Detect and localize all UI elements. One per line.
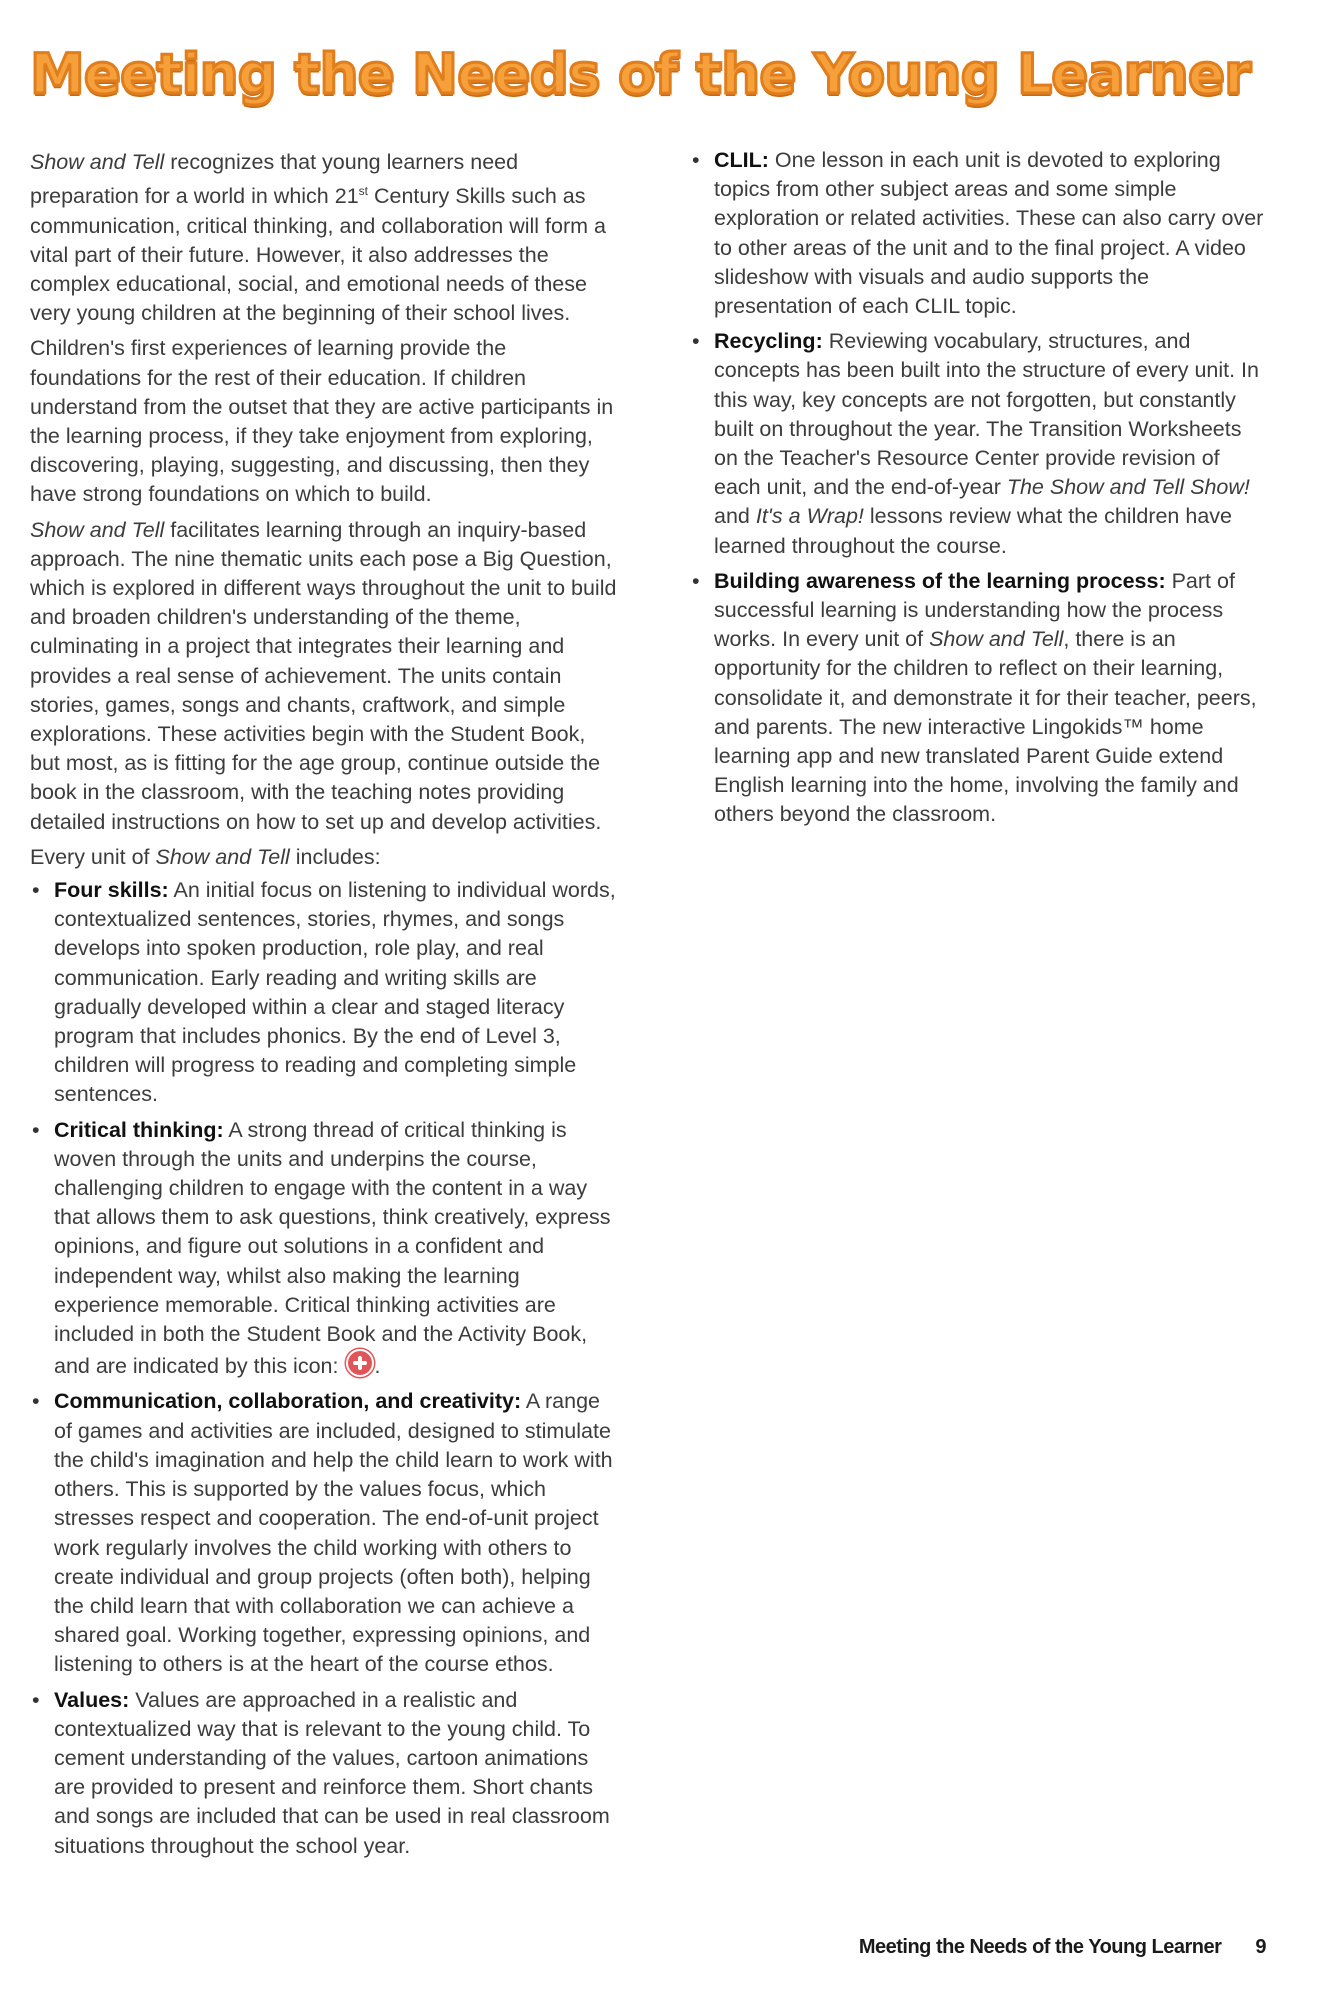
bullet-text: and: [714, 504, 756, 529]
page-title: Meeting the Needs of the Young Learner: [30, 42, 1251, 106]
feature-list: [30, 876, 620, 1861]
list-item: [30, 1387, 620, 1679]
list-item: [30, 1686, 620, 1861]
italic-title: The Show and Tell Show!: [1006, 475, 1250, 500]
bullet-text: Values are approached in a realistic and contextualized way that is relevant to the young child. To cement understanding of the values, cartoon animations are provided to present and reinforce them. Short chants and songs are included that can be used in real classroom situations throughout the school year.: [54, 1687, 610, 1858]
feature-list: [690, 146, 1268, 830]
bullet-lead: CLIL:: [714, 148, 769, 172]
italic-title: Show and Tell: [30, 150, 165, 174]
page-number: 9: [1255, 1936, 1266, 1958]
bullet-tail: .: [374, 1354, 381, 1379]
footer-title: Meeting the Needs of the Young Learner: [858, 1936, 1222, 1958]
critical-thinking-icon: [346, 1349, 374, 1377]
bullet-text: , there is an opportunity for the children to reflect on their learning, consolidate it, and demonstrate it for their teacher, peers, and parents. The new interactive Lingokids™ home learning app and new translated Parent Guide extend English learning into the home, involving the family and others beyond the classroom.: [714, 627, 1257, 827]
list-item: [30, 876, 620, 1110]
list-item: [690, 146, 1268, 321]
bullet-lead: Recycling:: [714, 329, 823, 354]
left-column: [30, 148, 620, 1867]
bullet-text: lessons review what the children have learned throughout the course.: [714, 504, 1232, 558]
italic-title: Show and Tell: [155, 844, 290, 869]
superscript: st: [358, 184, 368, 199]
italic-title: Show and Tell: [30, 517, 165, 542]
text-span: Century Skills such as communication, critical thinking, and collaboration will form a vital part of their future. However, it also addresses the complex educational, social, and emotional needs of these very young children at the beginning of their school lives.: [30, 184, 606, 326]
bullet-text: A range of games and activities are included, designed to stimulate the child's imagination and help the child learn to work with others. This is supported by the values focus, which stresses respect and cooperation. The end-of-unit project work regularly involves the child working with others to create individual and group projects (often both), helping the child learn that with collaboration we can achieve a shared goal. Working together, expressing opinions, and listening to others is at the heart of the course ethos.: [54, 1389, 613, 1677]
bullet-text: Part of successful learning is understanding how the process works. In every unit of: [714, 568, 1235, 652]
right-column: [690, 146, 1268, 836]
bullet-text: An initial focus on listening to individual words, contextualized sentences, stories, rhymes, and songs develops into spoken production, role play, and real communication. Early reading and writing skills are gradually developed within a clear and staged literacy program that includes phonics. By the end of Level 3, children will progress to reading and completing simple sentences.: [54, 878, 616, 1107]
bullet-lead: Building awareness of the learning process:: [714, 568, 1166, 593]
italic-title: Show and Tell: [929, 627, 1064, 652]
bullet-lead: Four skills:: [54, 878, 169, 903]
bullet-text: Reviewing vocabulary, structures, and concepts has been built into the structure of every unit. In this way, key concepts are not forgotten, but constantly built on throughout the year. The Transition Worksheets on the Teacher's Resource Center provide revision of each unit, and the end-of-year: [714, 329, 1259, 500]
list-item: [690, 327, 1268, 561]
text-span: includes:: [289, 844, 381, 869]
intro-paragraph: [30, 148, 620, 328]
paragraph: [30, 843, 620, 872]
text-span: Every unit of: [30, 844, 156, 869]
bullet-text: A strong thread of critical thinking is woven through the units and underpins the course, challenging children to engage with the content in a way that allows them to ask questions, think creatively, express opinions, and figure out solutions in a confident and independent way, whilst also making the learning experience memorable. Critical thinking activities are included in both the Student Book and the Activity Book, and are indicated by this icon:: [54, 1117, 611, 1379]
italic-title: It's a Wrap!: [755, 504, 864, 529]
list-item: [30, 1116, 620, 1382]
list-item: [690, 567, 1268, 830]
bullet-lead: Communication, collaboration, and creativity:: [54, 1389, 522, 1414]
paragraph: Children's first experiences of learning provide the foundations for the rest of their education. If children understand from the outset that they are active participants in the learning process, if they take enjoyment from exploring, discovering, playing, suggesting, and discussing, then they have strong foundations on which to build.: [30, 336, 614, 507]
bullet-text: One lesson in each unit is devoted to exploring topics from other subject areas and some simple exploration or related activities. These can also carry over to other areas of the unit and to the final project. A video slideshow with visuals and audio supports the presentation of each CLIL topic.: [714, 148, 1264, 319]
paragraph: [30, 516, 620, 837]
bullet-lead: Values:: [54, 1687, 130, 1712]
page-footer: [859, 1936, 1266, 1959]
bullet-lead: Critical thinking:: [54, 1117, 224, 1142]
text-span: recognizes that young learners need preparation for a world in which 21: [30, 150, 519, 209]
text-span: facilitates learning through an inquiry-based approach. The nine thematic units each pose a Big Question, which is explored in different ways throughout the unit to build and broaden children's understanding of the theme, culminating in a project that integrates their learning and provides a real sense of achievement. The units contain stories, games, songs and chants, craftwork, and simple explorations. These activities begin with the Student Book, but most, as is fitting for the age group, continue outside the book in the classroom, with the teaching notes providing detailed instructions on how to set up and develop activities.: [30, 517, 617, 834]
